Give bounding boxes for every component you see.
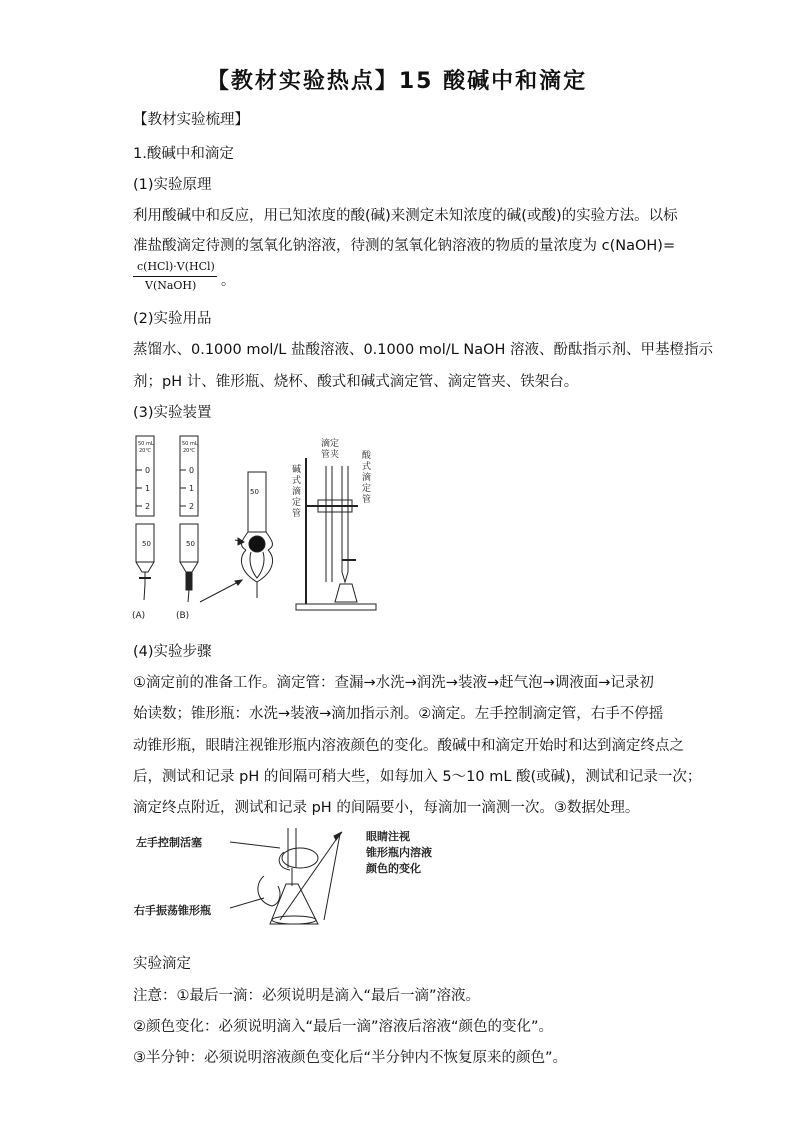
left-hand-label: 左手控制活塞 xyxy=(136,836,202,849)
svg-text:管夹: 管夹 xyxy=(321,450,340,460)
eye-label-3: 颜色的变化 xyxy=(366,862,421,875)
principle-heading: (1)实验原理 xyxy=(133,177,212,193)
svg-text:式: 式 xyxy=(362,462,372,472)
tick-1-a: 1 xyxy=(145,484,151,493)
formula-period: 。 xyxy=(221,273,235,289)
page-title: 【教材实验热点】15 酸碱中和滴定 xyxy=(206,69,588,94)
stand-base xyxy=(296,604,376,610)
tick-0-a: 0 xyxy=(145,466,151,475)
steps-heading: (4)实验步骤 xyxy=(133,644,212,660)
detail-arrow xyxy=(200,580,242,602)
right-hand-label: 右手振荡锥形瓶 xyxy=(134,904,211,917)
svg-text:管: 管 xyxy=(362,495,372,505)
right-hand-icon xyxy=(258,876,280,906)
svg-text:管: 管 xyxy=(292,509,302,519)
tick-2-a: 2 xyxy=(145,502,151,511)
tick-2-b: 2 xyxy=(189,502,195,511)
svg-text:滴定: 滴定 xyxy=(321,439,340,449)
svg-text:定: 定 xyxy=(292,498,302,508)
tick-50-detail: 50 xyxy=(250,488,259,496)
enlarged-tube xyxy=(248,472,266,532)
svg-text:酸: 酸 xyxy=(362,451,372,461)
left-hand-icon xyxy=(282,848,318,868)
svg-text:滴: 滴 xyxy=(362,473,372,483)
svg-text:20℃: 20℃ xyxy=(183,448,195,454)
apparatus-heading: (3)实验装置 xyxy=(133,405,212,421)
svg-text:50 mL: 50 mL xyxy=(182,441,198,447)
notes-line-1: 注意：①最后一滴：必须说明是滴入“最后一滴”溶液。 xyxy=(133,988,481,1004)
burette-a-top-label: 50 mL xyxy=(138,441,154,447)
principle-line-2: 准盐酸滴定待测的氢氧化钠溶液，待测的氢氧化钠溶液的物质的量浓度为 c(NaOH)= xyxy=(133,238,676,254)
materials-heading: (2)实验用品 xyxy=(133,311,212,327)
conical-flask xyxy=(335,584,357,602)
tick-1-b: 1 xyxy=(189,484,195,493)
svg-text:式: 式 xyxy=(292,476,302,486)
tick-0-b: 0 xyxy=(189,466,195,475)
titration-figure xyxy=(130,828,470,928)
label-a: (A) xyxy=(132,611,146,621)
steps-line-1: ①滴定前的准备工作。滴定管：查漏→水洗→润洗→装液→赶气泡→调液面→记录初 xyxy=(133,675,654,691)
svg-text:滴: 滴 xyxy=(292,487,302,497)
notes-heading: 实验滴定 xyxy=(133,956,191,972)
eye-label-2: 锥形瓶内溶液 xyxy=(366,846,432,859)
eye-label-1: 眼睛注视 xyxy=(366,830,410,843)
topic-heading: 1.酸碱中和滴定 xyxy=(133,146,234,162)
steps-line-2: 始读数；锥形瓶：水洗→装液→滴加指示剂。②滴定。左手控制滴定管，右手不停摇 xyxy=(133,706,664,722)
materials-line-1: 蒸馏水、0.1000 mol/L 盐酸溶液、0.1000 mol/L NaOH 溶液、酚酞指示剂、甲基橙指示 xyxy=(133,342,714,358)
glass-bead xyxy=(249,536,265,552)
notes-line-3: ③半分钟：必须说明溶液颜色变化后“半分钟内不恢复原来的颜色”。 xyxy=(133,1050,568,1066)
steps-line-3: 动锥形瓶，眼睛注视锥形瓶内溶液颜色的变化。酸碱中和滴定开始时和达到滴定终点之 xyxy=(133,738,684,754)
principle-line-1: 利用酸碱中和反应，用已知浓度的酸(碱)来测定未知浓度的碱(或酸)的实验方法。以标 xyxy=(133,208,678,224)
tick-50-b: 50 xyxy=(186,540,195,548)
formula-numerator: c(HCl)·V(HCl) xyxy=(137,260,215,273)
svg-text:定: 定 xyxy=(362,484,372,494)
section-heading: 【教材实验梳理】 xyxy=(133,112,249,128)
label-b: (B) xyxy=(176,611,190,621)
formula-denominator: V(NaOH) xyxy=(145,279,197,292)
flask-icon xyxy=(270,884,318,924)
apparatus-figure xyxy=(130,432,380,624)
svg-text:碱: 碱 xyxy=(292,465,302,475)
notes-line-2: ②颜色变化：必须说明滴入“最后一滴”溶液后溶液“颜色的变化”。 xyxy=(133,1019,554,1035)
fraction-bar xyxy=(133,276,217,277)
svg-text:20℃: 20℃ xyxy=(139,448,151,454)
steps-line-4: 后，测试和记录 pH 的间隔可稍大些，如每加入 5～10 mL 酸(或碱)，测试和记录一次； xyxy=(133,769,702,785)
tick-50-a: 50 xyxy=(142,540,151,548)
eye-icon xyxy=(334,832,342,840)
steps-line-5: 滴定终点附近，测试和记录 pH 的间隔要小，每滴加一滴测一次。③数据处理。 xyxy=(133,800,640,816)
materials-line-2: 剂；pH 计、锥形瓶、烧杯、酸式和碱式滴定管、滴定管夹、铁架台。 xyxy=(133,374,579,390)
